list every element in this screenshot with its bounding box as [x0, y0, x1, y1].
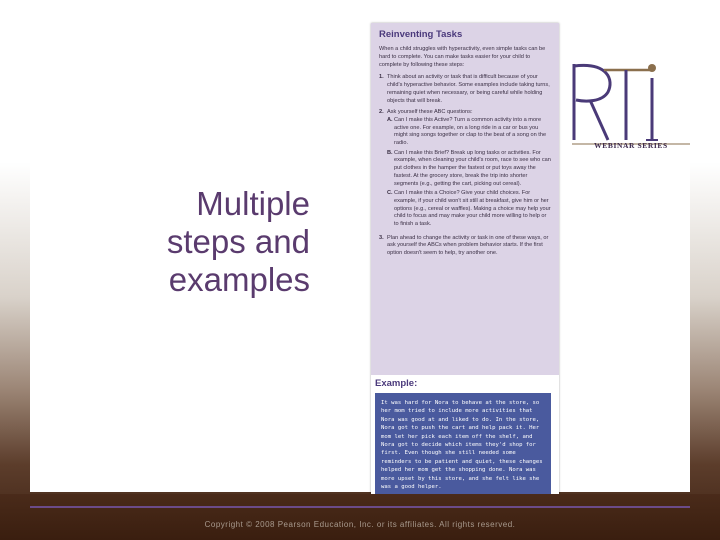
- handout-title: Reinventing Tasks: [379, 29, 463, 40]
- example-label: Example:: [375, 378, 418, 389]
- step-text: Plan ahead to change the activity or task in one of these ways, or ask yourself the ABCs when problem behavior starts. If the first option doesn't seem to help, try another one.: [387, 234, 549, 257]
- handout-document: [371, 23, 559, 523]
- sub-step-c: [387, 190, 551, 229]
- slide-title: [120, 185, 310, 299]
- copyright-notice: Copyright © 2008 Pearson Education, Inc. or its affiliates. All rights reserved.: [204, 520, 516, 529]
- sub-step-letter: A.: [387, 116, 393, 123]
- step-text: Think about an activity or task that is difficult because of your child's hyperactive behavior. Some examples include taking turns, remaining quiet when necessary, or being careful while holding objects that will break.: [387, 74, 550, 104]
- title-line-3: examples: [168, 261, 310, 298]
- sub-step-a: [387, 117, 551, 148]
- sub-step-text: Can I make this Brief? Break up long tasks or activities. For example, when cleaning your child's room, race to see who can put clothes in the hamper the fastest or put toys away the fastest. At the grocery store, break the trip into shorter segments (e.g., getting the cart, picking out cereal).: [394, 149, 551, 187]
- title-line-2: steps and: [166, 223, 310, 260]
- step-number: 3.: [379, 234, 384, 241]
- logo-caption: WEBINAR SERIES: [594, 141, 668, 150]
- step-text: Ask yourself these ABC questions:: [387, 109, 473, 116]
- sub-step-b: [387, 150, 551, 189]
- bottom-divider: [30, 506, 690, 508]
- sub-step-text: Can I make this a Choice? Give your child choices. For example, if your child won't sit still at breakfast, give him or her options (e.g., cereal or waffles). Making a choice may help your child to focus and may make your child more willing to help or to finish a task.: [394, 190, 551, 228]
- example-text: It was hard for Nora to behave at the store, so her mom tried to include more activities that Nora was good at and liked to do. In the store, Nora got to push the cart and help pack it. Her mom let her pick each item off the shelf, and Nora got to decide which items they'd shop for first. Even though she still needed some reminders to be patient and quiet, these changes helped her mom get the shopping done. Nora was more upset by this store, and she felt like she was a good helper.: [381, 400, 543, 491]
- step-3: [379, 235, 551, 258]
- step-number: 2.: [379, 109, 384, 116]
- step-1: [379, 74, 551, 105]
- step-2: [379, 109, 551, 231]
- bottom-band: [0, 494, 720, 540]
- sub-step-letter: B.: [387, 149, 393, 156]
- sub-step-text: Can I make this Active? Turn a common activity into a more active one. For example, on a long ride in a car or bus you might sing songs together or clap to the beat of a song on the radio.: [394, 116, 547, 147]
- title-line-1: Multiple: [196, 185, 310, 222]
- handout-main-section: [371, 23, 559, 375]
- sub-step-letter: C.: [387, 190, 393, 197]
- handout-intro: When a child struggles with hyperactivity, even simple tasks can be hard to complete. You can make tasks easier for your child to complete by following these steps:: [379, 46, 546, 68]
- rti-logo: [568, 58, 698, 154]
- step-number: 1.: [379, 74, 384, 81]
